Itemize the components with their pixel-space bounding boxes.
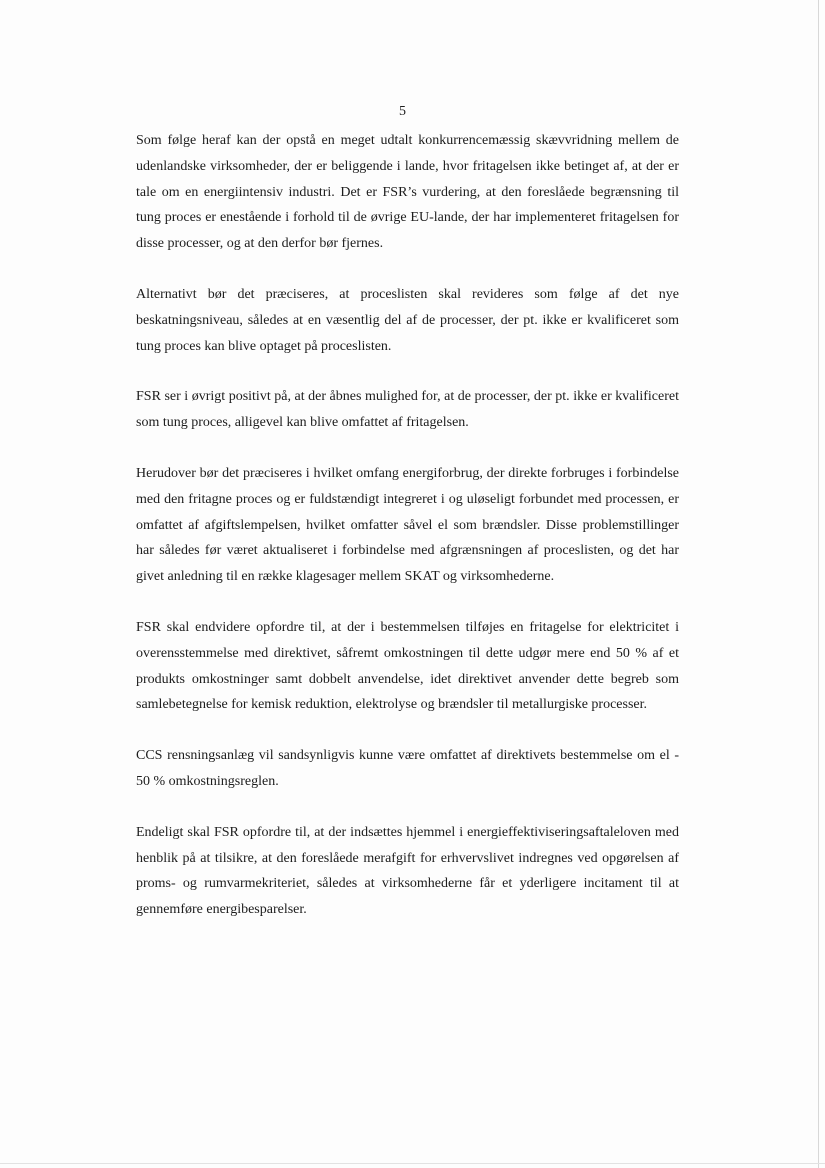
- paragraph-energy-consumption: Herudover bør det præciseres i hvilket omfang energiforbrug, der direkte forbruges i forbindelse med den fritagne proces og er fuldstændigt integreret i og uløseligt forbundet med processen, er omfattet af afgiftslempelsen, hvilket omfatter såvel el som brændsler. Disse problemstillinger har således før været aktualiseret i forbindelse med afgrænsningen af proceslisten, og det har givet anledning til en række klagesager mellem SKAT og virksomhederne.: [136, 465, 679, 585]
- paragraph-electricity-exemption: FSR skal endvidere opfordre til, at der i bestemmelsen tilføjes en fritagelse for elektricitet i overensstemmelse med direktivet, såfremt omkostningen til dette udgør mere end 50 % af et produkts omkostninger samt dobbelt anvendelse, idet direktivet anvender dette begreb som samlebetegnelse for kemisk reduktion, elektrolyse og brændsler til metallurgiske processer.: [136, 619, 679, 713]
- page-edge-right: [818, 0, 819, 1168]
- paragraph-ccs: CCS rensningsanlæg vil sandsynligvis kunne være omfattet af direktivets bestemmelse om el - 50 % omkostningsreglen.: [136, 748, 679, 789]
- paragraph-process-list-revision: Alternativt bør det præciseres, at proceslisten skal revideres som følge af det nye beskatningsniveau, således at en væsentlig del af de processer, der pt. ikke er kvalificeret som tung proces kan blive optaget på proceslisten.: [136, 286, 679, 354]
- page-number: 5: [399, 104, 406, 119]
- page-edge-bottom: [0, 1163, 825, 1164]
- paragraph-positive-view: FSR ser i øvrigt positivt på, at der åbnes mulighed for, at de processer, der pt. ikke er kvalificeret som tung proces, alligevel kan blive omfattet af fritagelsen.: [136, 389, 679, 431]
- paragraph-competition-distortion: Som følge heraf kan der opstå en meget udtalt konkurrencemæssig skævvridning mellem de udenlandske virksomheder, der er beliggende i lande, hvor fritagelsen ikke betinget af, at der er tale om en energiintensiv industri. Det er FSR’s vurdering, at den foreslåede begrænsning til tung proces er enestående i forhold til de øvrige EU-lande, der har implementeret fritagelsen for disse processer, og at den derfor bør fjernes.: [136, 133, 679, 252]
- document-body: [136, 128, 679, 923]
- paragraph-energy-efficiency-act: Endeligt skal FSR opfordre til, at der indsættes hjemmel i energieffektiviseringsaftaleloven med henblik på at tilsikre, at den foreslåede merafgift for erhvervslivet indregnes ved opgørelsen af proms- og rumvarmekriteriet, således at virksomhederne får et yderligere incitament til at gennemføre energibesparelser.: [136, 824, 679, 918]
